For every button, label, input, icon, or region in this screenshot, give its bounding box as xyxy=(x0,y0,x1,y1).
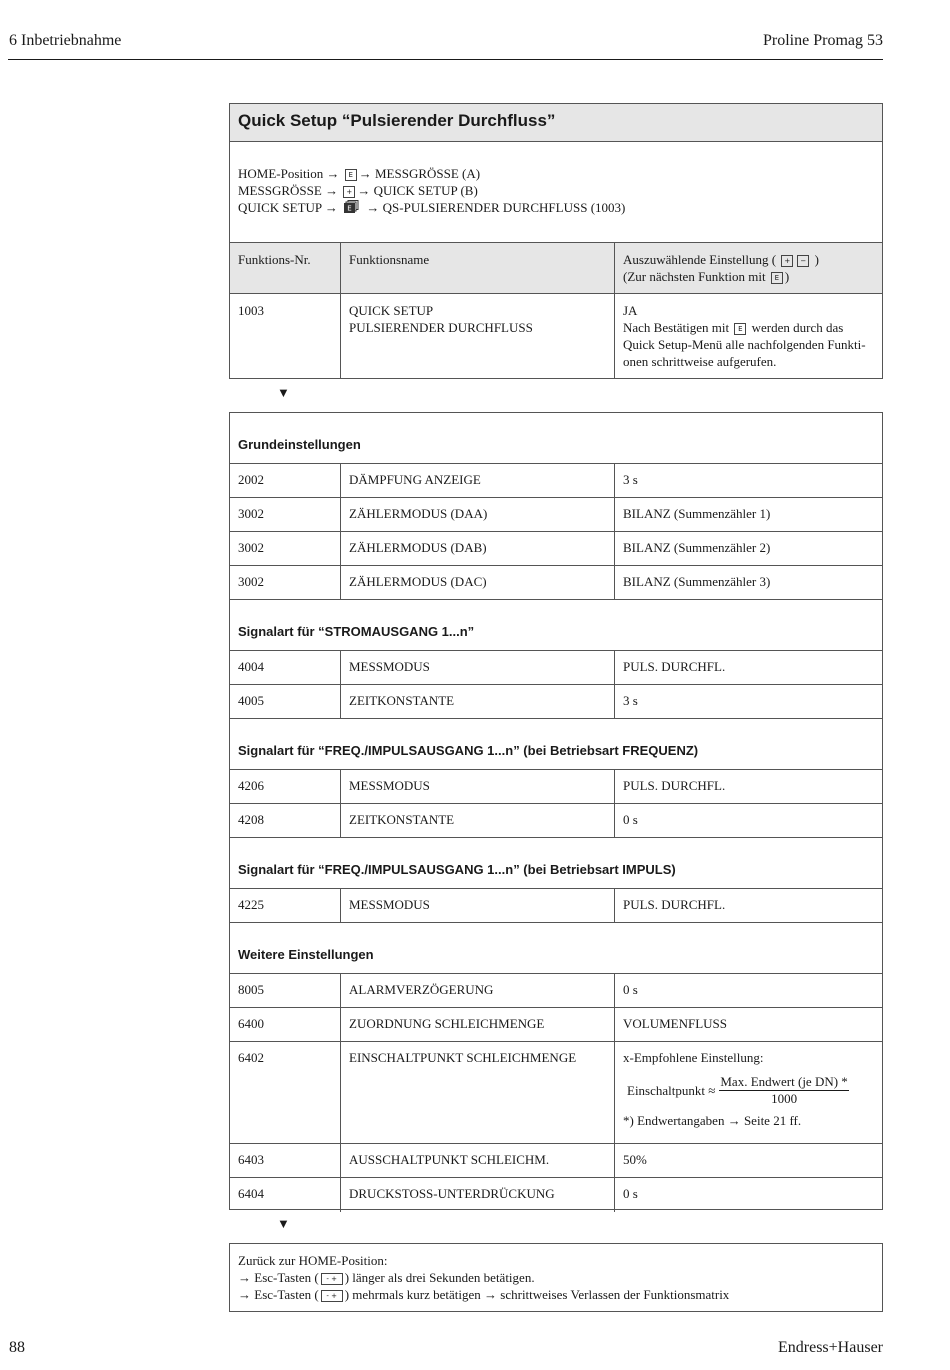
function-name: DÄMPFUNG ANZEIGE xyxy=(341,464,615,497)
section-title: Signalart für “FREQ./IMPULSAUSGANG 1...n” (bei Betriebsart FREQUENZ) xyxy=(230,719,882,770)
table-header-row xyxy=(230,243,882,294)
header-setting: Auszuwählende Einstellung ( + − ) (Zur nächsten Funktion mit E ) xyxy=(623,252,819,284)
function-number: 4208 xyxy=(230,804,341,837)
function-setting: VOLUMENFLUSS xyxy=(623,1016,728,1031)
return-home-text: Esc-Tasten ( xyxy=(254,1270,319,1285)
section-title: Signalart für “STROMAUSGANG 1...n” xyxy=(230,600,882,651)
return-home-text: schrittweises Verlassen der Funktionsmatrix xyxy=(500,1287,730,1302)
function-name xyxy=(341,294,615,379)
enter-key-icon: E xyxy=(734,323,746,335)
header-setting-line1: Auszuwählende Einstellung xyxy=(623,252,769,267)
formula-label: Einschaltpunkt ≈ xyxy=(627,1082,716,1098)
setting-line: JA xyxy=(623,303,638,318)
svg-text:E: E xyxy=(347,204,352,213)
footnote-mark: *) xyxy=(623,1113,634,1128)
quick-setup-block xyxy=(229,103,883,379)
recommended-setting-title: x-Empfohlene Einstellung: xyxy=(623,1050,764,1065)
minus-key-icon: − xyxy=(797,255,809,267)
right-arrow-icon: → xyxy=(484,1287,498,1302)
function-name: ZÄHLERMODUS (DAA) xyxy=(341,498,615,531)
function-number: 4005 xyxy=(230,685,341,718)
function-name: ZUORDNUNG SCHLEICHMENGE xyxy=(341,1008,615,1041)
function-name: ZÄHLERMODUS (DAC) xyxy=(341,566,615,599)
right-arrow-icon: → xyxy=(324,200,338,215)
navigation-path xyxy=(230,142,882,243)
nav-to: MESSGRÖSSE (A) xyxy=(374,166,481,181)
settings-table xyxy=(229,412,883,1210)
section-title: Signalart für “FREQ./IMPULSAUSGANG 1...n” (bei Betriebsart IMPULS) xyxy=(230,838,882,889)
nav-to: QUICK SETUP (B) xyxy=(373,183,478,198)
right-arrow-icon: → xyxy=(357,183,371,198)
function-name: ZEITKONSTANTE xyxy=(341,804,615,837)
table-row xyxy=(230,770,882,804)
function-name: AUSSCHALTPUNKT SCHLEICHM. xyxy=(341,1144,615,1177)
table-row xyxy=(230,651,882,685)
function-setting: 3 s xyxy=(623,472,638,487)
esc-keys-icon: - + xyxy=(321,1290,343,1302)
table-row xyxy=(230,889,882,923)
table-row xyxy=(230,294,882,379)
return-home-text: ) mehrmals kurz betätigen xyxy=(344,1287,481,1302)
return-home-text: Esc-Tasten ( xyxy=(254,1287,319,1302)
function-setting: PULS. DURCHFL. xyxy=(623,897,726,912)
function-name: MESSMODUS xyxy=(341,651,615,684)
table-row xyxy=(230,464,882,498)
function-number: 4225 xyxy=(230,889,341,922)
function-name-line: PULSIERENDER DURCHFLUSS xyxy=(349,320,533,335)
function-number: 2002 xyxy=(230,464,341,497)
formula-denominator: 1000 xyxy=(771,1091,798,1106)
function-number: 3002 xyxy=(230,566,341,599)
function-number: 1003 xyxy=(230,294,341,379)
setting-line: Nach Bestätigen mit xyxy=(623,320,730,335)
return-home-title: Zurück zur HOME-Position: xyxy=(238,1253,388,1268)
section-title: Weitere Einstellungen xyxy=(230,923,882,974)
function-setting: 0 s xyxy=(623,812,638,827)
right-arrow-icon: → xyxy=(238,1287,251,1302)
table-row xyxy=(230,1144,882,1178)
table-row xyxy=(230,1042,882,1144)
nav-from: HOME-Position xyxy=(238,166,324,181)
function-number: 4004 xyxy=(230,651,341,684)
setting-line: werden durch das xyxy=(751,320,844,335)
function-setting: BILANZ (Summenzähler 2) xyxy=(623,540,771,555)
header-divider xyxy=(8,59,883,60)
table-row xyxy=(230,974,882,1008)
header-function-name: Funktionsname xyxy=(341,243,615,293)
function-number: 6403 xyxy=(230,1144,341,1177)
function-setting: 50% xyxy=(623,1152,647,1167)
quick-setup-key-icon xyxy=(344,200,360,213)
function-number: 4206 xyxy=(230,770,341,803)
right-arrow-icon: → xyxy=(325,183,339,198)
switch-on-formula xyxy=(627,1074,874,1107)
setting-line: onen schrittweise aufgerufen. xyxy=(623,354,777,369)
header-setting-line2: (Zur nächsten Funktion mit xyxy=(623,269,766,284)
table-row xyxy=(230,1178,882,1212)
down-arrow-icon: ▼ xyxy=(277,385,290,400)
plus-key-icon: + xyxy=(343,186,355,198)
setting-line: Quick Setup-Menü alle nachfolgenden Funkti- xyxy=(623,337,866,352)
table-row xyxy=(230,1008,882,1042)
function-setting: 0 s xyxy=(623,982,638,997)
table-row xyxy=(230,685,882,719)
function-name: ZÄHLERMODUS (DAB) xyxy=(341,532,615,565)
function-number: 6402 xyxy=(230,1042,341,1143)
table-row xyxy=(230,804,882,838)
table-row xyxy=(230,566,882,600)
enter-key-icon: E xyxy=(771,272,783,284)
function-name-line: QUICK SETUP xyxy=(349,303,434,318)
function-setting: PULS. DURCHFL. xyxy=(623,778,726,793)
brand-footer: Endress+Hauser xyxy=(778,1339,883,1356)
right-arrow-icon: → xyxy=(366,200,380,215)
footnote-reference: Seite 21 ff. xyxy=(743,1113,802,1128)
nav-line xyxy=(238,199,874,216)
right-arrow-icon: → xyxy=(326,166,340,181)
nav-from: MESSGRÖSSE xyxy=(238,183,322,198)
page-number: 88 xyxy=(9,1339,25,1356)
function-name: EINSCHALTPUNKT SCHLEICHMENGE xyxy=(341,1042,615,1143)
function-number: 6404 xyxy=(230,1178,341,1212)
function-number: 3002 xyxy=(230,498,341,531)
function-name: DRUCKSTOSS-UNTERDRÜCKUNG xyxy=(341,1178,615,1212)
nav-line xyxy=(238,165,874,182)
right-arrow-icon: → xyxy=(358,166,372,181)
function-number: 3002 xyxy=(230,532,341,565)
return-home-line xyxy=(238,1286,874,1303)
function-name: ZEITKONSTANTE xyxy=(341,685,615,718)
function-setting xyxy=(615,1042,882,1143)
return-home-line xyxy=(238,1269,874,1286)
footnote-text: Endwertangaben xyxy=(637,1113,725,1128)
right-arrow-icon: → xyxy=(238,1270,251,1285)
nav-from: QUICK SETUP xyxy=(238,200,322,215)
quick-setup-title: Quick Setup “Pulsierender Durchfluss” xyxy=(230,104,882,142)
section-title: Grundeinstellungen xyxy=(230,413,882,464)
function-setting: 3 s xyxy=(623,693,638,708)
table-row xyxy=(230,532,882,566)
nav-to: QS-PULSIERENDER DURCHFLUSS (1003) xyxy=(382,200,626,215)
function-number: 6400 xyxy=(230,1008,341,1041)
plus-key-icon: + xyxy=(781,255,793,267)
function-setting: BILANZ (Summenzähler 3) xyxy=(623,574,771,589)
nav-line xyxy=(238,182,874,199)
function-name: MESSMODUS xyxy=(341,770,615,803)
right-arrow-icon: → xyxy=(727,1113,741,1128)
function-number: 8005 xyxy=(230,974,341,1007)
esc-keys-icon: - + xyxy=(321,1273,343,1285)
product-header: Proline Promag 53 xyxy=(763,32,883,49)
footnote xyxy=(623,1113,874,1129)
function-name: MESSMODUS xyxy=(341,889,615,922)
enter-key-icon: E xyxy=(345,169,357,181)
return-home-box xyxy=(229,1243,883,1312)
formula-fraction xyxy=(719,1074,848,1107)
function-setting: PULS. DURCHFL. xyxy=(623,659,726,674)
chapter-header: 6 Inbetriebnahme xyxy=(9,32,122,49)
header-function-number: Funktions-Nr. xyxy=(230,243,341,293)
down-arrow-icon: ▼ xyxy=(277,1216,290,1231)
function-setting: 0 s xyxy=(623,1186,638,1201)
function-setting: BILANZ (Summenzähler 1) xyxy=(623,506,771,521)
function-name: ALARMVERZÖGERUNG xyxy=(341,974,615,1007)
return-home-text: ) länger als drei Sekunden betätigen. xyxy=(344,1270,535,1285)
function-setting xyxy=(615,294,882,379)
table-row xyxy=(230,498,882,532)
formula-numerator: Max. Endwert (je DN) * xyxy=(720,1074,848,1089)
